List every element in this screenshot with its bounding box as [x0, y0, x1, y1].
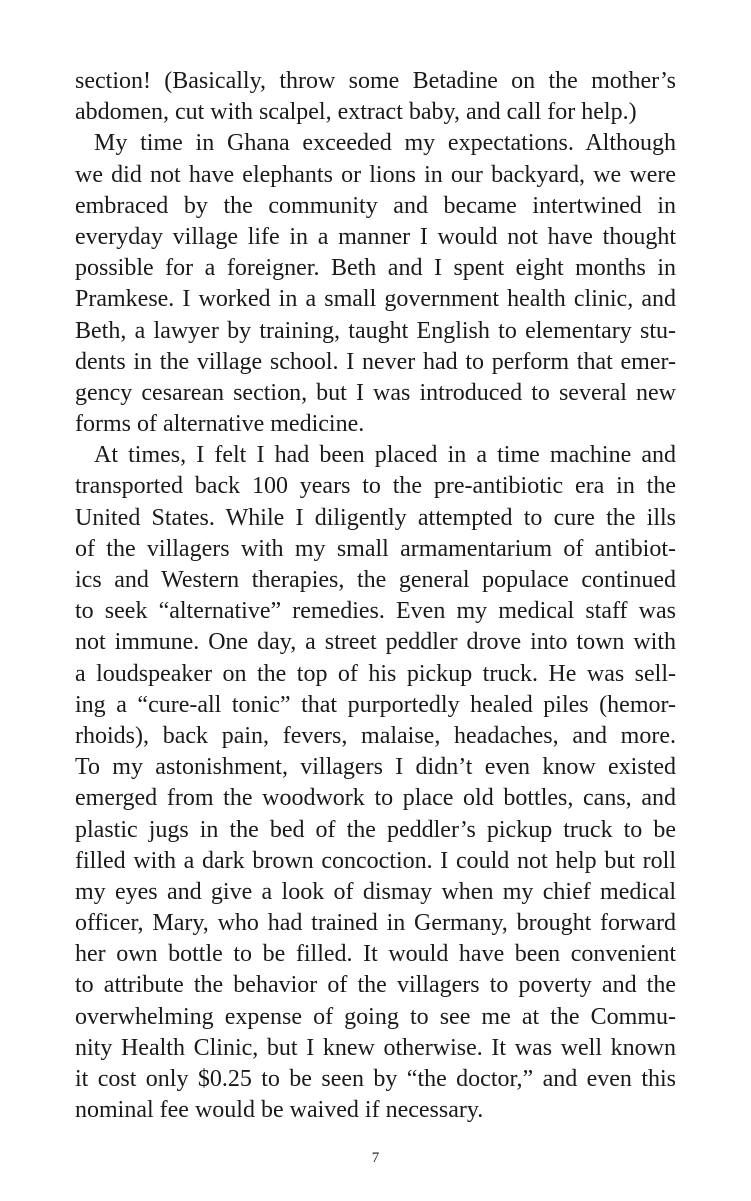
text-line: possible for a foreigner. Beth and I spent eight months in [75, 255, 676, 282]
text-line: Pramkese. I worked in a small government health clinic, and [75, 286, 676, 313]
text-line: nominal fee would be waived if necessary. [75, 1097, 484, 1124]
text-line: gency cesarean section, but I was introduced to several new [75, 379, 676, 406]
text-line: to seek “alternative” remedies. Even my medical staff was [75, 598, 676, 625]
text-line: we did not have elephants or lions in our backyard, we were [75, 161, 676, 188]
text-line: overwhelming expense of going to see me at the Commu- [75, 1003, 676, 1030]
page-number: 7 [371, 1150, 380, 1166]
text-line: not immune. One day, a street peddler drove into town with [75, 629, 676, 656]
text-line: it cost only $0.25 to be seen by “the doctor,” and even this [75, 1066, 676, 1092]
text-line: to attribute the behavior of the villagers to poverty and the [75, 972, 676, 999]
text-line: Beth, a lawyer by training, taught English to elementary stu- [75, 317, 676, 344]
text-line: My time in Ghana exceeded my expectations. Although [94, 130, 676, 157]
text-line: United States. While I diligently attempted to cure the ills [75, 504, 676, 531]
text-line: transported back 100 years to the pre-antibiotic era in the [75, 473, 676, 500]
text-line: her own bottle to be filled. It would have been convenient [75, 941, 676, 968]
paragraph-time-machine [75, 440, 676, 1126]
text-line: of the villagers with my small armamentarium of antibiot- [75, 535, 676, 562]
text-line: plastic jugs in the bed of the peddler’s pickup truck to be [75, 816, 676, 843]
paragraph-ghana [75, 128, 676, 440]
text-line: officer, Mary, who had trained in Germany, brought forward [75, 910, 676, 937]
text-line: To my astonishment, villagers I didn’t even know existed [75, 754, 676, 781]
text-line: rhoids), back pain, fevers, malaise, headaches, and more. [75, 722, 676, 749]
text-line: ing a “cure-all tonic” that purportedly healed piles (hemor- [75, 691, 676, 718]
text-line: a loudspeaker on the top of his pickup truck. He was sell- [75, 660, 676, 687]
text-line: filled with a dark brown concoction. I could not help but roll [75, 847, 676, 874]
text-line: dents in the village school. I never had to perform that emer- [75, 348, 676, 375]
text-line: section! (Basically, throw some Betadine on the mother’s [75, 68, 676, 94]
text-line: At times, I felt I had been placed in a time machine and [94, 442, 676, 469]
text-line: forms of alternative medicine. [75, 411, 365, 438]
text-line: abdomen, cut with scalpel, extract baby, and call for help.) [75, 99, 637, 126]
page-body [75, 66, 676, 1126]
text-line: ics and Western therapies, the general populace continued [75, 567, 676, 593]
text-line: everyday village life in a manner I would not have thought [75, 223, 676, 250]
text-line: my eyes and give a look of dismay when my chief medical [75, 878, 676, 905]
paragraph-continuation [75, 66, 676, 128]
text-line: nity Health Clinic, but I knew otherwise. It was well known [75, 1034, 676, 1061]
text-line: embraced by the community and became intertwined in [75, 192, 676, 219]
text-line: emerged from the woodwork to place old bottles, cans, and [75, 785, 676, 812]
